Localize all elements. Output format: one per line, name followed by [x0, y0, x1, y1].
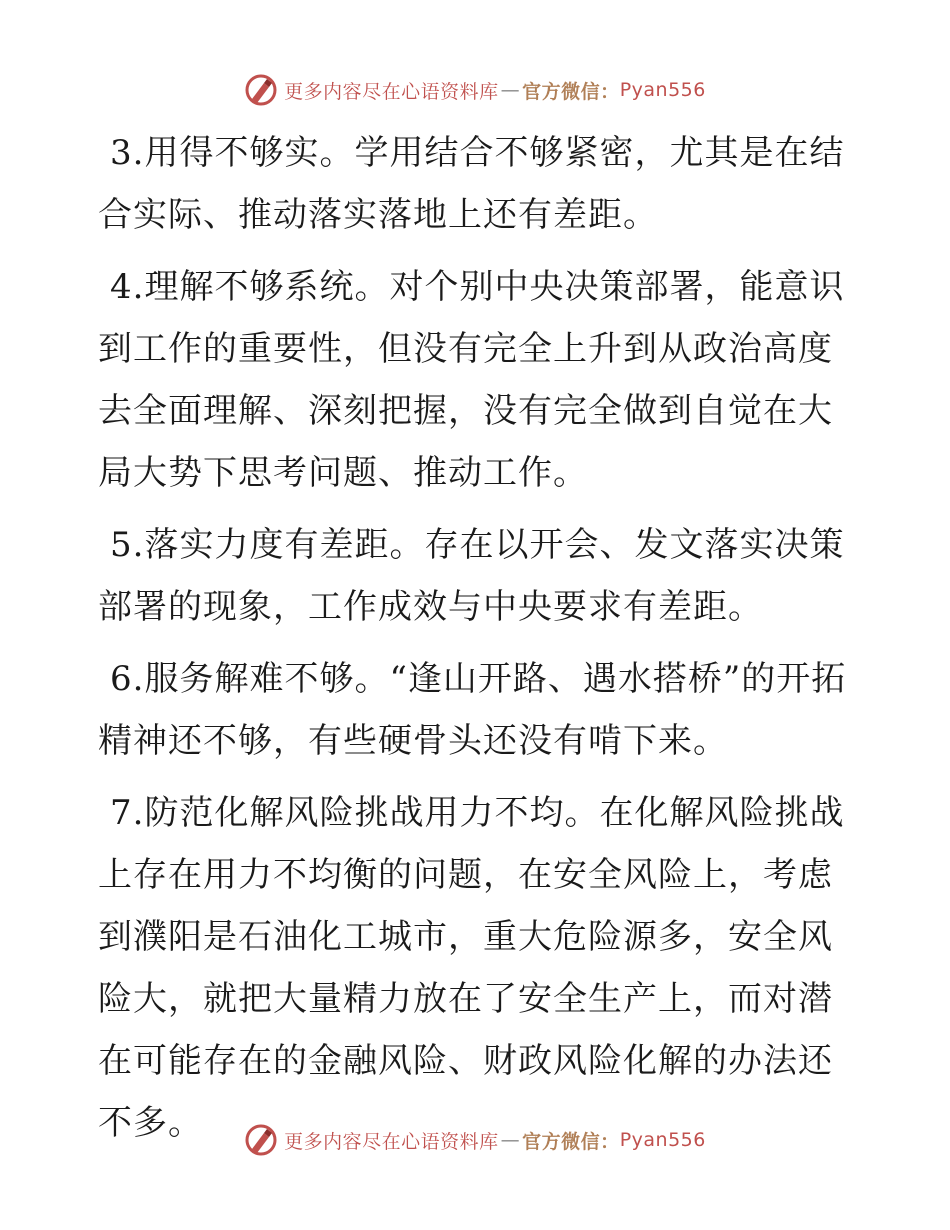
- paragraph-text: 服务解难不够。“逢山开路、遇水搭桥”的开拓精神还不够，有些硬骨头还没有啃下来。: [98, 659, 847, 761]
- paragraph-text: 防范化解风险挑战用力不均。在化解风险挑战上存在用力不均衡的问题，在安全风险上，考虑到濮阳是石油化工城市，重大危险源多，安全风险大，就把大量精力放在了安全生产上，而对潜在可能存在的金融风险、财政风险化解的办法还不多。: [98, 793, 845, 1143]
- paragraph-number: 6.: [110, 659, 145, 699]
- pen-logo-icon: [244, 1123, 278, 1157]
- paragraph-text: 用得不够实。学用结合不够紧密，尤其是在结合实际、推动落实落地上还有差距。: [98, 133, 845, 235]
- paragraph-number: 7.: [110, 793, 145, 833]
- banner-official-label: 官方微信：: [522, 1130, 620, 1153]
- paragraph-4: [98, 256, 858, 504]
- banner-dash: —: [500, 1129, 521, 1151]
- paragraph-5: [98, 514, 858, 638]
- banner-site-text: 更多内容尽在心语资料库: [284, 1130, 499, 1153]
- banner-wechat-id: Pyan556: [619, 1129, 706, 1151]
- paragraph-number: 4.: [110, 267, 145, 307]
- paragraph-7: [98, 782, 858, 1154]
- footer-banner: [0, 1122, 950, 1158]
- paragraph-6: [98, 648, 858, 772]
- banner-wechat-id: Pyan556: [619, 79, 706, 101]
- paragraph-text: 理解不够系统。对个别中央决策部署，能意识到工作的重要性，但没有完全上升到从政治高度去全面理解、深刻把握，没有完全做到自觉在大局大势下思考问题、推动工作。: [98, 267, 845, 493]
- banner-official-label: 官方微信：: [522, 80, 620, 103]
- banner-dash: —: [500, 79, 521, 101]
- paragraph-number: 5.: [110, 525, 145, 565]
- pen-logo-icon: [244, 73, 278, 107]
- paragraph-3: [98, 122, 858, 246]
- document-body: [98, 122, 858, 1164]
- header-banner: [0, 72, 950, 108]
- paragraph-number: 3.: [110, 133, 145, 173]
- paragraph-text: 落实力度有差距。存在以开会、发文落实决策部署的现象，工作成效与中央要求有差距。: [98, 525, 845, 627]
- banner-site-text: 更多内容尽在心语资料库: [284, 80, 499, 103]
